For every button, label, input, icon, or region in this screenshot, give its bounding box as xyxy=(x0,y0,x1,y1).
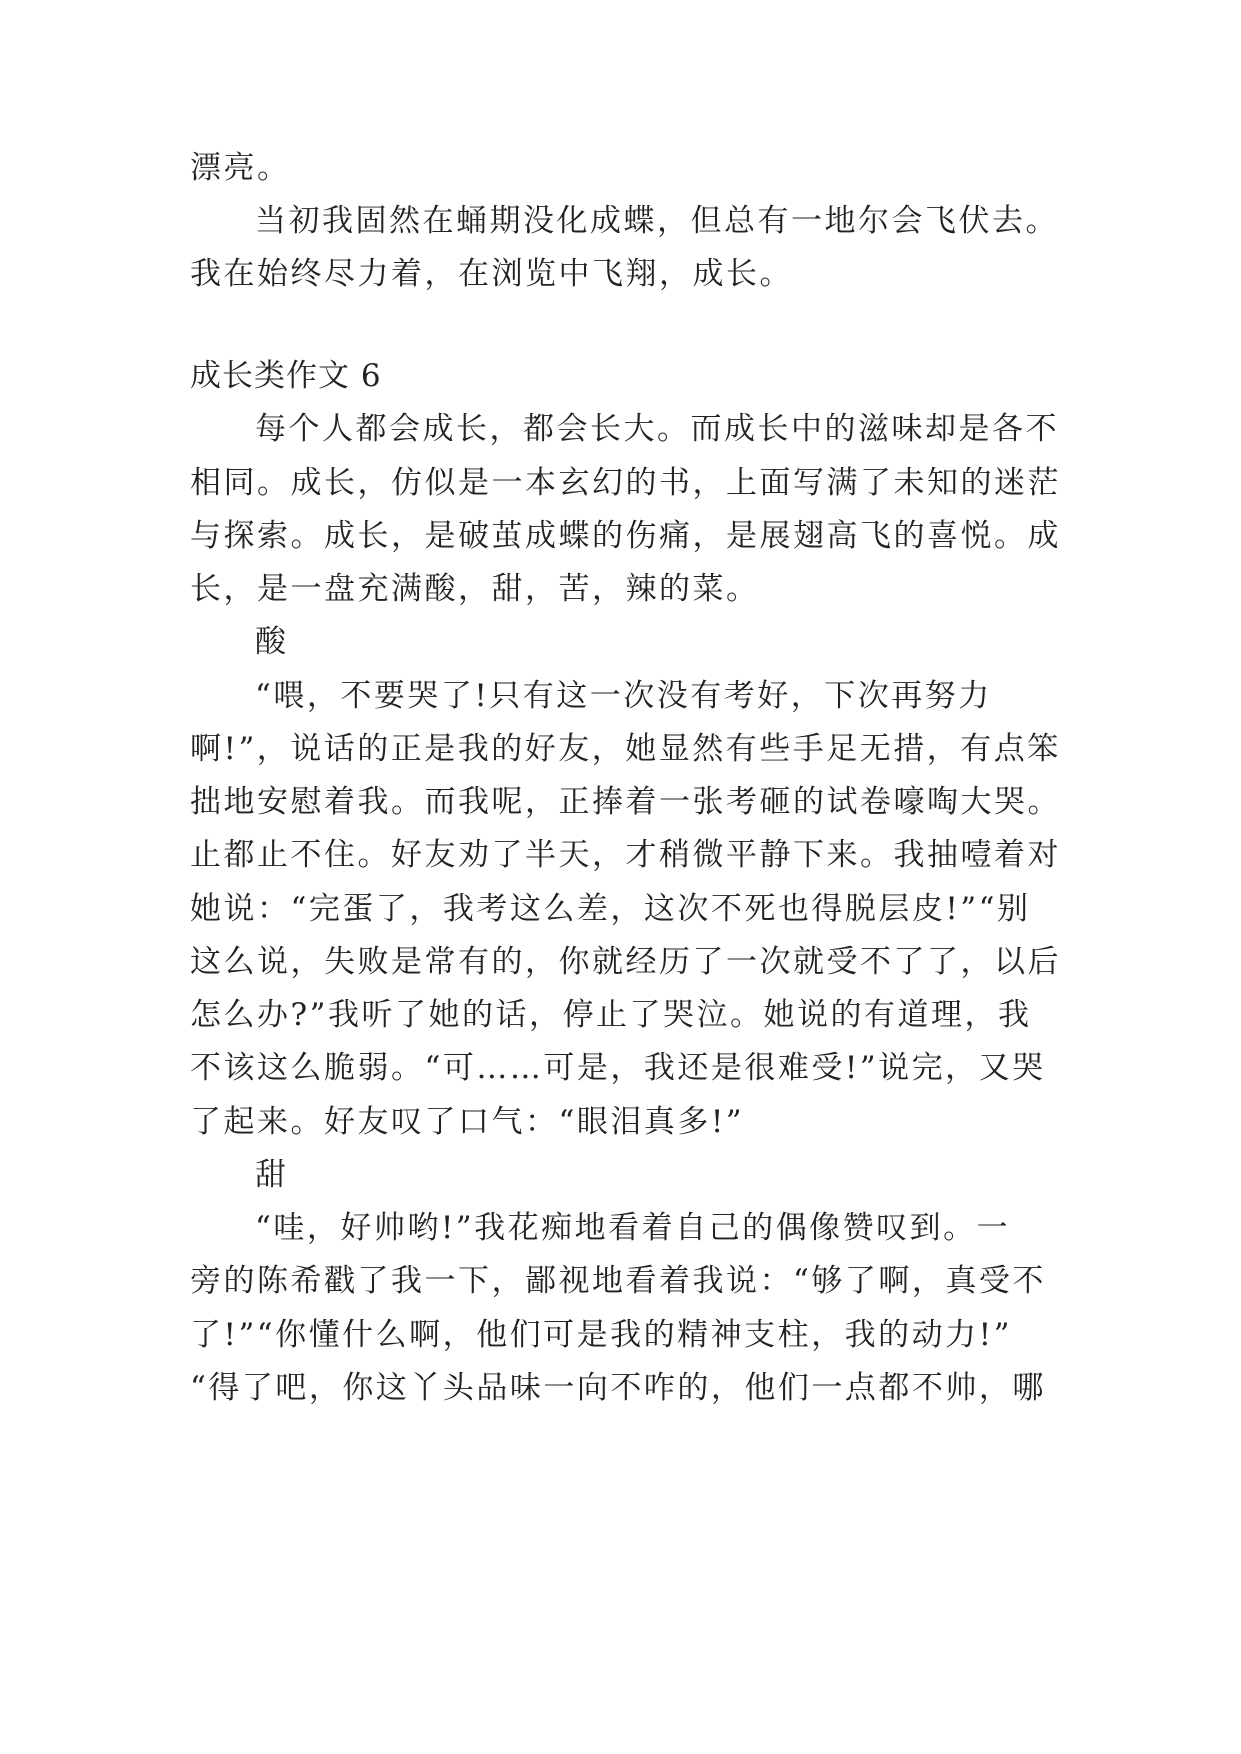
paragraph-line: “喂，不要哭了!只有这一次没有考好，下次再努力 xyxy=(255,678,992,714)
section-heading: 成长类作文 6 xyxy=(190,358,382,394)
text-line: 旁的陈希戳了我一下，鄙视地看着我说：“够了啊，真受不 xyxy=(190,1263,1046,1299)
text-line: 与探索。成长，是破茧成蝶的伤痛，是展翅高飞的喜悦。成 xyxy=(190,518,1061,554)
text-line: 这么说，失败是常有的，你就经历了一次就受不了了，以后 xyxy=(190,944,1061,980)
text-line: 不该这么脆弱。“可……可是，我还是很难受!”说完，又哭 xyxy=(190,1050,1046,1086)
text-line: 了起来。好友叹了口气：“眼泪真多!” xyxy=(190,1104,745,1140)
subheading-sweet: 甜 xyxy=(255,1157,289,1193)
text-line: “得了吧，你这丫头品味一向不咋的，他们一点都不帅，哪 xyxy=(190,1370,1046,1406)
text-line: 我在始终尽力着，在浏览中飞翔，成长。 xyxy=(190,256,793,292)
text-line: 漂亮。 xyxy=(190,150,291,186)
subheading-sour: 酸 xyxy=(255,624,289,660)
text-line: 她说：“完蛋了，我考这么差，这次不死也得脱层皮!”“别 xyxy=(190,891,1031,927)
text-line: 啊!”，说话的正是我的好友，她显然有些手足无措，有点笨 xyxy=(190,731,1061,767)
paragraph-line: 当初我固然在蛹期没化成蝶，但总有一地尔会飞伏去。 xyxy=(255,203,1059,239)
text-line: 拙地安慰着我。而我呢，正捧着一张考砸的试卷嚎啕大哭。 xyxy=(190,784,1061,820)
paragraph-line: “哇，好帅哟!”我花痴地看着自己的偶像赞叹到。一 xyxy=(255,1210,1011,1246)
text-line: 了!”“你懂什么啊，他们可是我的精神支柱，我的动力!” xyxy=(190,1317,1012,1353)
text-line: 止都止不住。好友劝了半天，才稍微平静下来。我抽噎着对 xyxy=(190,837,1061,873)
text-line: 相同。成长，仿似是一本玄幻的书，上面写满了未知的迷茫 xyxy=(190,465,1061,501)
text-line: 长，是一盘充满酸，甜，苦，辣的菜。 xyxy=(190,571,760,607)
text-line: 怎么办?”我听了她的话，停止了哭泣。她说的有道理，我 xyxy=(190,997,1032,1033)
paragraph-line: 每个人都会成长，都会长大。而成长中的滋味却是各不 xyxy=(255,411,1059,447)
